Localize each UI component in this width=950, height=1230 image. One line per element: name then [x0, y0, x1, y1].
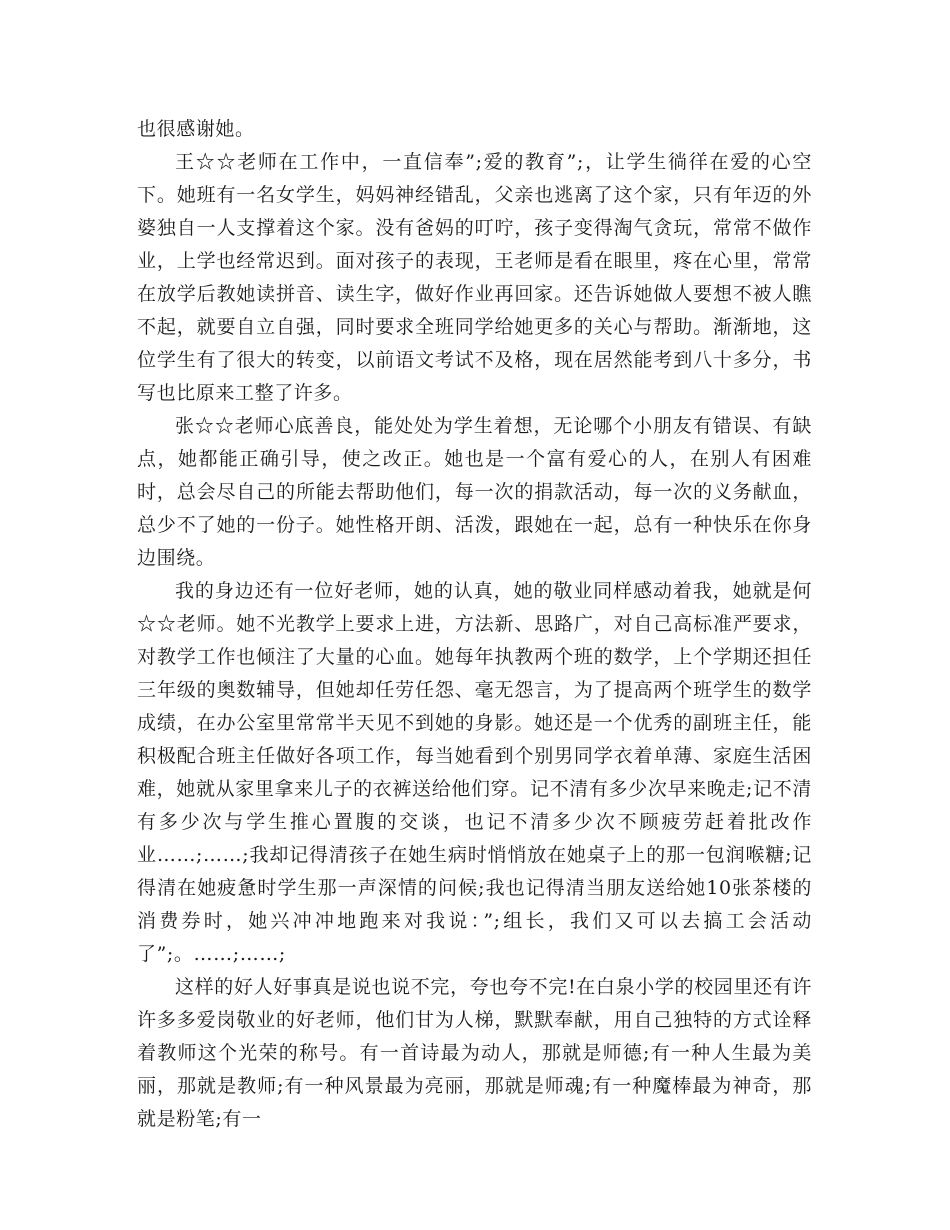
paragraph-teacher-zhang: 张☆☆老师心底善良，能处处为学生着想，无论哪个小朋友有错误、有缺点，她都能正确引导，使之改正。她也是一个富有爱心的人，在别人有困难时，总会尽自己的所能去帮助他们，每一次的捐款活动，每一次的义务献血，总少不了她的一份子。她性格开朗、活泼，跟她在一起，总有一种快乐在你身边围绕。 [137, 415, 812, 569]
paragraph-closing-fragment: 也很感谢她。 [137, 118, 255, 140]
document-body [137, 113, 812, 1136]
paragraph-teacher-he: 我的身边还有一位好老师，她的认真，她的敬业同样感动着我，她就是何☆☆老师。她不光教学上要求上进，方法新、思路广，对自己高标准严要求，对教学工作也倾注了大量的心血。她每年执教两个班的数学，上个学期还担任三年级的奥数辅导，但她却任劳任怨、毫无怨言，为了提高两个班学生的数学成绩，在办公室里常常半天见不到她的身影。她还是一个优秀的副班主任，能积极配合班主任做好各项工作，每当她看到个别男同学衣着单薄、家庭生活困难，她就从家里拿来儿子的衣裤送给他们穿。记不清有多少次早来晚走;记不清有多少次与学生推心置腹的交谈，也记不清多少次不顾疲劳赶着批改作业……;……;我却记得清孩子在她生病时悄悄放在她桌子上的那一包润喉糖;记得清在她疲惫时学生那一声深情的问候;我也记得清当朋友送给她10张茶楼的消费券时，她兴冲冲地跑来对我说：”;组长，我们又可以去搞工会活动了”;。……;……; [137, 580, 812, 965]
paragraph-good-deeds-summary: 这样的好人好事真是说也说不完，夸也夸不完!在白泉小学的校园里还有许许多多爱岗敬业的好老师，他们甘为人梯，默默奉献，用自己独特的方式诠释着教师这个光荣的称号。有一首诗最为动人，那就是师德;有一种人生最为美丽，那就是教师;有一种风景最为亮丽，那就是师魂;有一种魔棒最为神奇，那就是粉笔;有一 [137, 976, 812, 1130]
paragraph-teacher-wang: 王☆☆老师在工作中，一直信奉”;爱的教育”;，让学生徜徉在爱的心空下。她班有一名女学生，妈妈神经错乱，父亲也逃离了这个家，只有年迈的外婆独自一人支撑着这个家。没有爸妈的叮咛，孩子变得淘气贪玩，常常不做作业，上学也经常迟到。面对孩子的表现，王老师是看在眼里，疼在心里，常常在放学后教她读拼音、读生字，做好作业再回家。还告诉她做人要想不被人瞧不起，就要自立自强，同时要求全班同学给她更多的关心与帮助。渐渐地，这位学生有了很大的转变，以前语文考试不及格，现在居然能考到八十多分，书写也比原来工整了许多。 [137, 151, 812, 404]
